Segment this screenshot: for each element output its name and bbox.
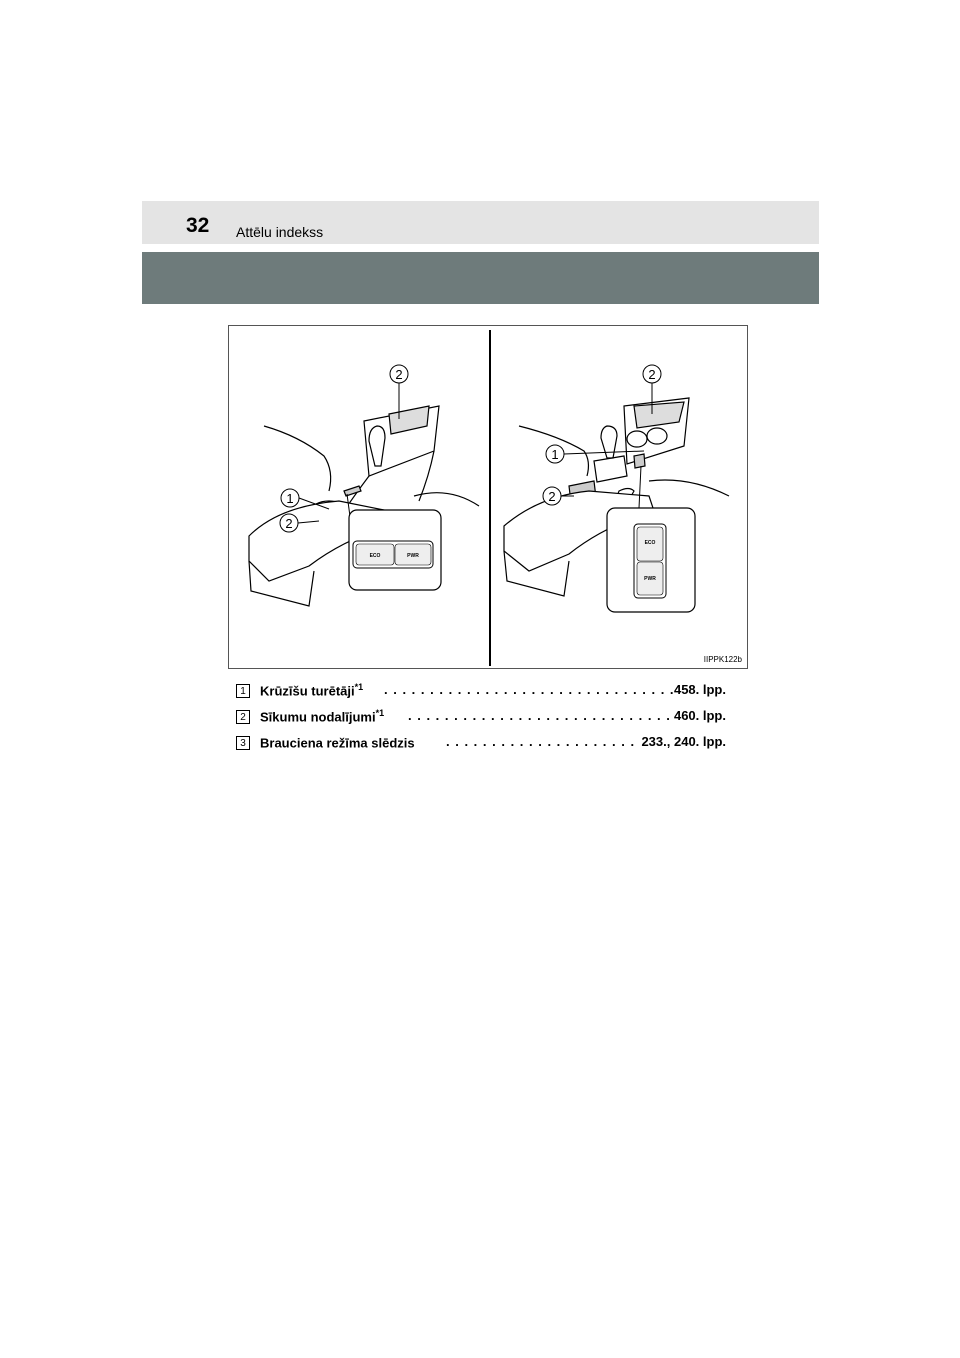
- legend-footnote-mark: *1: [354, 682, 364, 692]
- legend-label: Krūzīšu turētāji$^{*1}$: [260, 682, 364, 699]
- legend-leader-dots: . . . . . . . . . . . . . . . . . . . . . . . . . . . . . . . .: [384, 682, 675, 697]
- callout-2-top-right: 2: [648, 367, 656, 382]
- section-title: Attēlu indekss: [236, 224, 324, 240]
- callout-2-left: 2: [285, 516, 293, 531]
- legend-number: 1: [236, 684, 250, 698]
- legend-number: 3: [236, 736, 250, 750]
- legend-leader-dots: . . . . . . . . . . . . . . . . . . . . . . . . . . . . .: [408, 708, 671, 723]
- right-pwr-label: PWR: [644, 576, 656, 582]
- callout-1-right: 1: [551, 447, 559, 462]
- legend-item: [236, 682, 756, 702]
- console-illustration: [228, 325, 748, 669]
- right-eco-label: ECO: [644, 540, 656, 546]
- left-eco-label: ECO: [369, 553, 381, 559]
- callout-2-right: 2: [548, 489, 556, 504]
- left-pwr-label: PWR: [407, 553, 419, 559]
- right-switch-inset: [607, 466, 695, 612]
- legend-label: Sīkumu nodalījumi$^{*1}$: [260, 708, 385, 725]
- figure-code: IIPPK122b: [703, 655, 742, 664]
- legend-page-ref: 460. lpp.: [673, 708, 726, 723]
- legend-footnote-mark: *1: [375, 708, 385, 718]
- legend-item: [236, 734, 756, 754]
- left-switch-inset: [349, 510, 441, 590]
- illustration-drawing: [229, 326, 749, 670]
- page-number: 32: [186, 214, 210, 237]
- legend-item: [236, 708, 756, 728]
- section-band: [142, 252, 819, 304]
- legend-label: Brauciena režīma slēdzis: [260, 735, 415, 751]
- legend-number: 2: [236, 710, 250, 724]
- callout-1-left: 1: [286, 491, 294, 506]
- legend-leader-dots: . . . . . . . . . . . . . . . . . . . . .: [446, 734, 636, 749]
- legend-page-ref: 458. lpp.: [673, 682, 726, 697]
- legend-page-ref: 233., 240. lpp.: [641, 734, 726, 749]
- callout-2-top-left: 2: [395, 367, 403, 382]
